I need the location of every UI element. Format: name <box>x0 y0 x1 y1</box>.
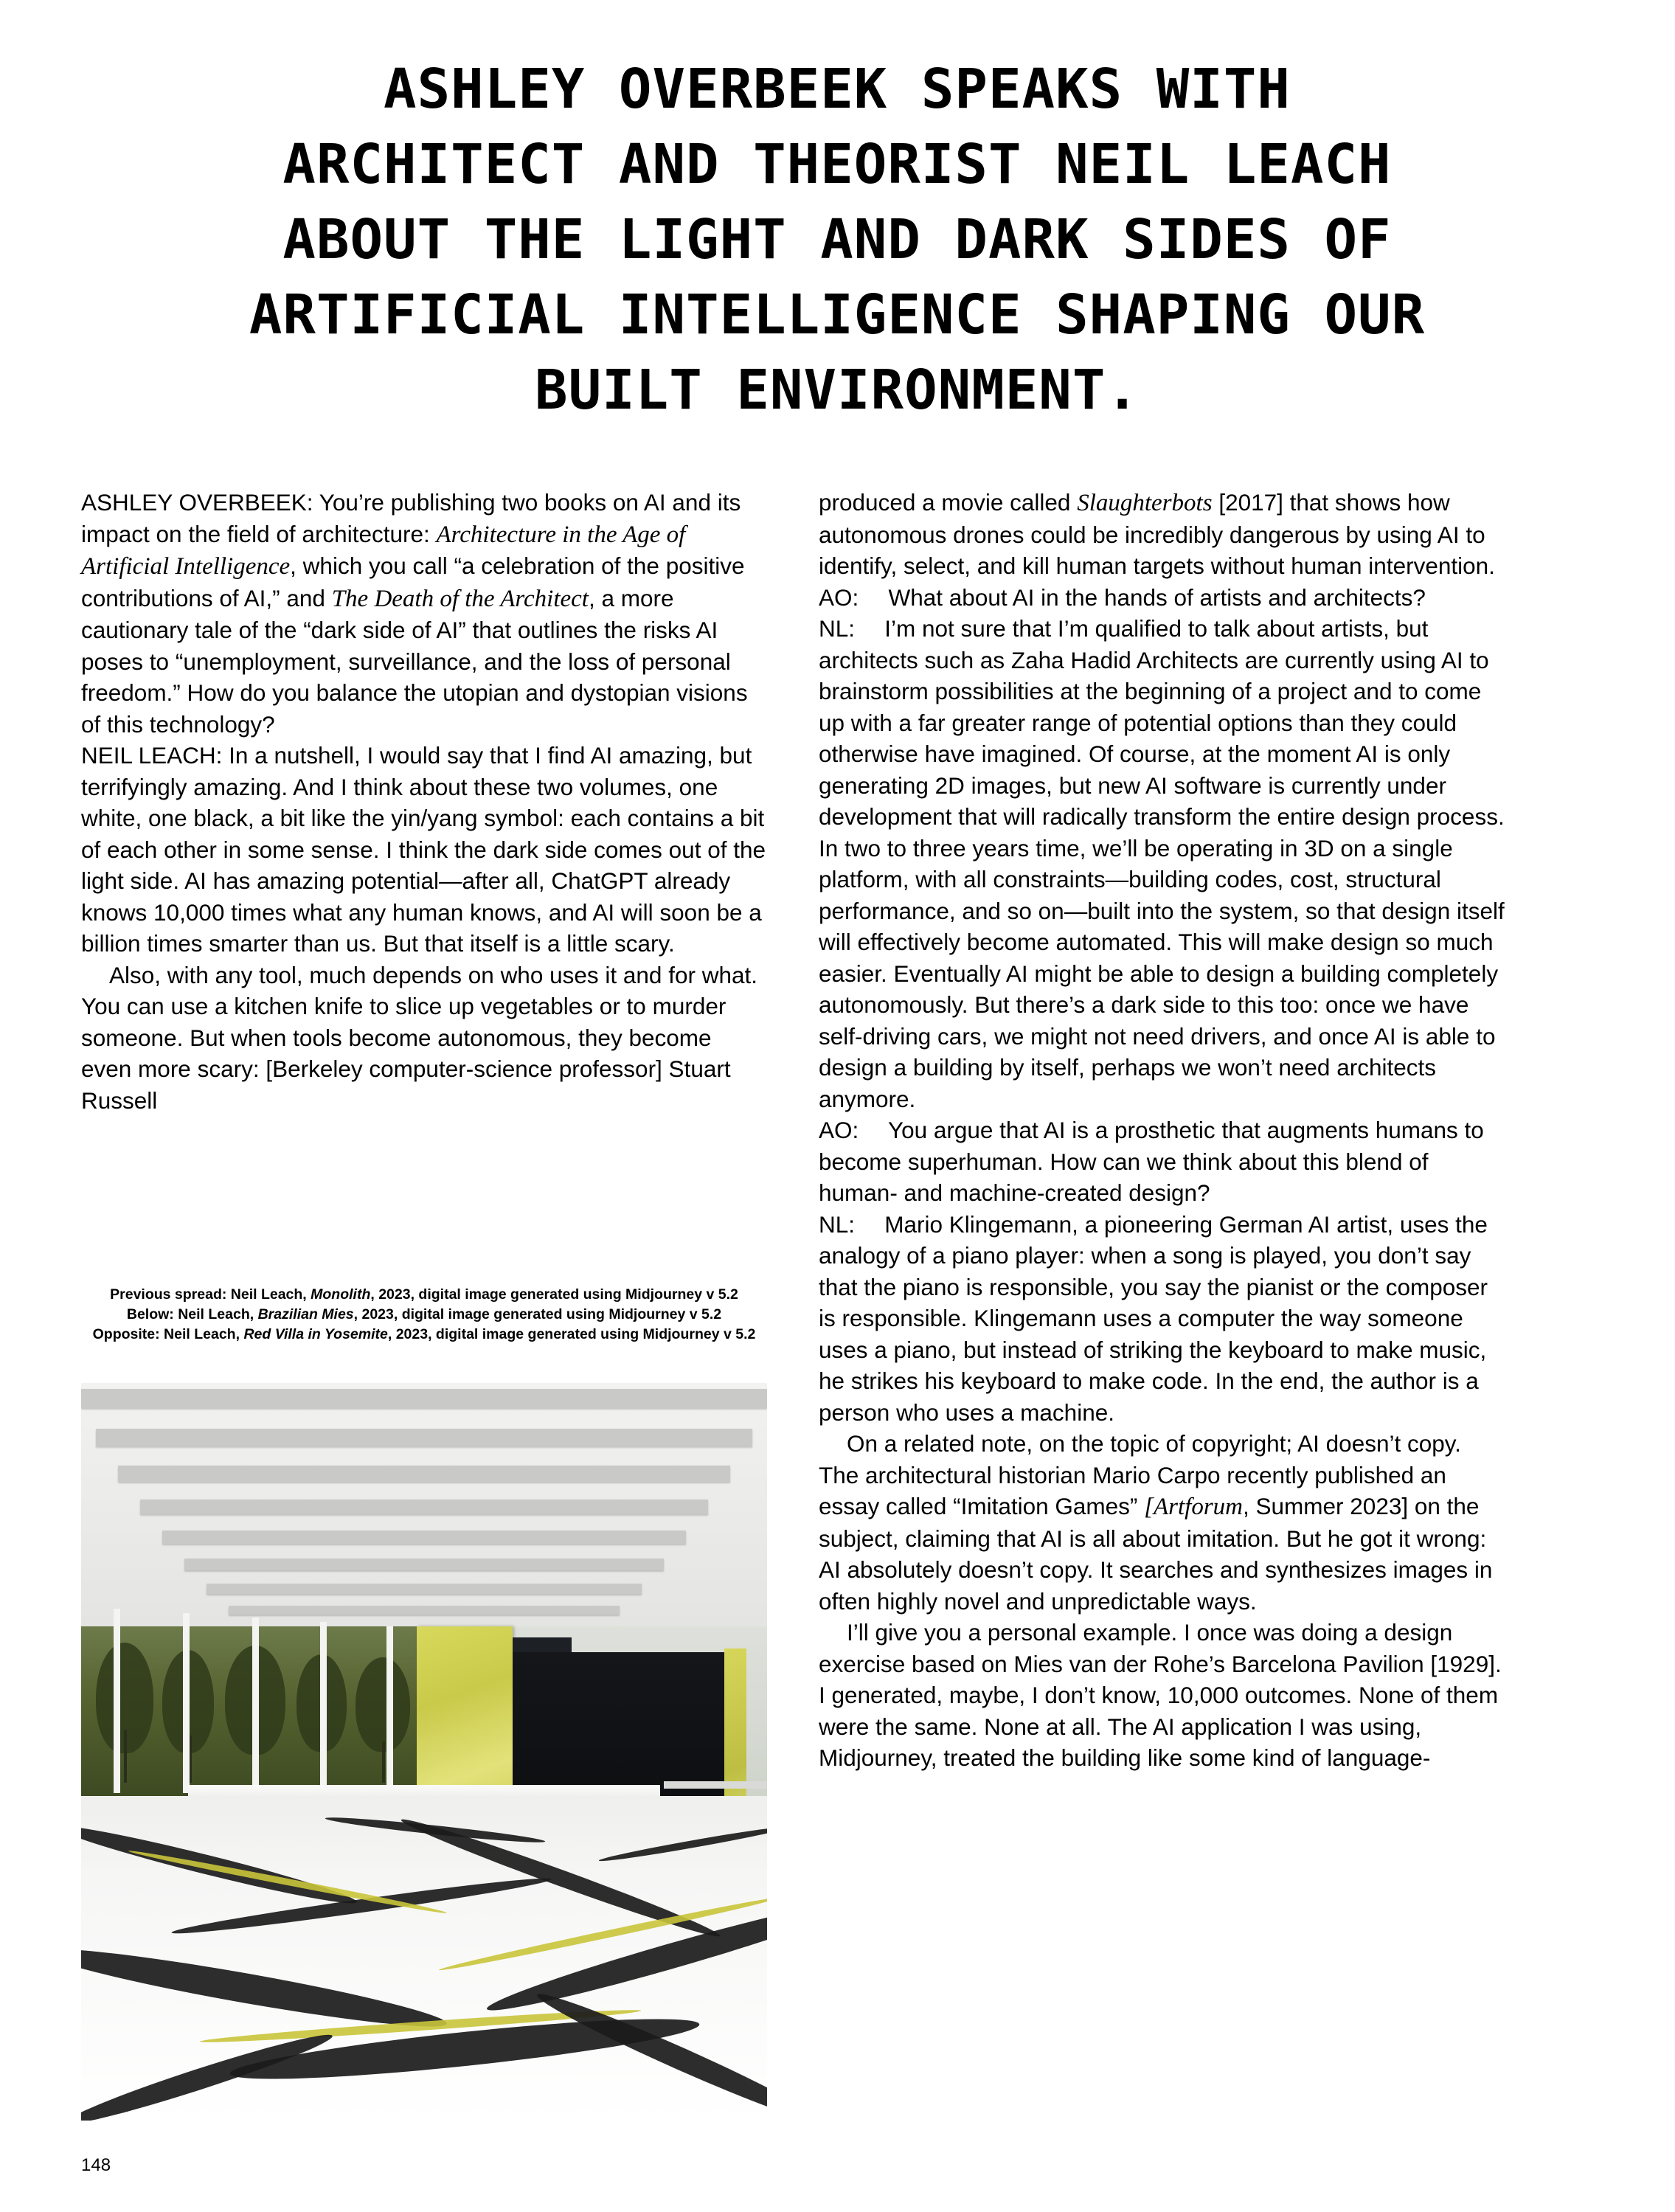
text-run: Opposite: Neil Leach, <box>92 1326 244 1342</box>
text-run: , a more cautionary tale of the “dark side of AI” that outlines the risks AI poses to “unemployment, surveillance, and the loss of personal freedom.” How do you balance the utopian and dystopian visions of this technology? <box>81 584 748 738</box>
figure-brazilian-mies <box>81 1383 767 2121</box>
tree-trunk <box>124 1730 127 1783</box>
window-mullion <box>114 1609 120 1793</box>
headline-line-2: ARCHITECT AND THEORIST NEIL LEACH <box>282 133 1392 196</box>
text-run: produced a movie called <box>819 489 1078 516</box>
headline-line-1: ASHLEY OVERBEEK SPEAKS WITH <box>384 58 1291 121</box>
artwork-title-brazilian-mies: Brazilian Mies <box>257 1306 354 1322</box>
text-run: , 2023, digital image generated using Midjourney v 5.2 <box>353 1306 722 1322</box>
ceiling-beam <box>140 1499 708 1514</box>
text-run: , which you call “a celebration of the positive contributions of AI,” and <box>81 552 745 611</box>
caption-line-below <box>81 1305 767 1325</box>
artwork-title-monolith: Monolith <box>311 1286 371 1303</box>
caption-line-opposite <box>81 1325 767 1345</box>
ceiling-beam <box>184 1559 664 1570</box>
text-run: , 2023, digital image generated using Midjourney v 5.2 <box>387 1326 756 1342</box>
body-column-right <box>819 487 1505 1774</box>
artwork-title-red-villa-yosemite: Red Villa in Yosemite <box>243 1326 388 1342</box>
text-run: Below: Neil Leach, <box>126 1306 258 1322</box>
headline-line-3: ABOUT THE LIGHT AND DARK SIDES OF <box>282 208 1392 271</box>
headline-line-5: BUILT ENVIRONMENT. <box>535 358 1140 422</box>
tree <box>356 1657 410 1752</box>
rendering-illustration <box>81 1383 767 2121</box>
text-run: , 2023, digital image generated using Midjourney v 5.2 <box>370 1286 738 1303</box>
ceiling-beam <box>118 1466 730 1482</box>
ceiling-beam <box>207 1584 642 1594</box>
ceiling-beam <box>96 1429 752 1446</box>
text-run: ASHLEY OVERBEEK: You’re publishing two books on AI and its impact on the field of architecture: <box>81 489 741 547</box>
window-mullion <box>320 1622 327 1793</box>
paragraph-question-2: AO: What about AI in the hands of artists and architects? <box>819 583 1426 611</box>
paragraph-answer-6: I’ll give you a personal example. I once was doing a design exercise based on Mies van der Rohe’s Barcelona Pavilion [1929]. I generated, maybe, I don’t know, 10,000 outcomes. None of them were the same. None at all. The AI application I was using, Midjourney, treated the building like some kind of language- <box>819 1619 1502 1771</box>
ceiling-beam <box>229 1606 620 1615</box>
text-run: On a related note, on the topic of copyright; AI doesn’t copy. The architectural historian Mario Carpo recently published an essay called “Imitation Games” <box>819 1430 1461 1519</box>
ceiling-beam <box>81 1389 767 1408</box>
paragraph-answer-4: NL: Mario Klingemann, a pioneering German AI artist, uses the analogy of a piano player: when a song is played, you don’t say that the piano is responsible, you say the pianist or the composer is responsible. Klingemann uses a computer the way someone uses a piano, but instead of striking the keyboard to make music, he strikes his keyboard to make code. In the end, the author is a person who uses a machine. <box>819 1210 1488 1426</box>
ceiling-beam <box>162 1530 686 1544</box>
figure-caption <box>81 1285 767 1345</box>
paragraph-question-3: AO: You argue that AI is a prosthetic that augments humans to become superhuman. How can we think about this blend of human- and machine-created design? <box>819 1117 1484 1206</box>
paragraph-answer-3: NL: I’m not sure that I’m qualified to talk about artists, but architects such as Zaha Hadid Architects are currently using AI to brainstorm possibilities at the beginning of a project and to come up with a far greater range of potential options than they could otherwise have imagined. Of course, at the moment AI is only generating 2D images, but new AI software is currently under development that will radically transform the entire design process. In two to three years time, we’ll be operating in 3D on a single platform, with all constraints—building codes, cost, structural performance, and so on—built into the system, so that design itself will effectively become automated. This will make design so much easier. Eventually AI might be able to design a building completely autonomously. But there’s a dark side to this too: once we have self-driving cars, we might not need drivers, and once AI is able to design a building by itself, perhaps we won’t need architects anymore. <box>819 615 1505 1112</box>
page-number: 148 <box>81 2155 111 2175</box>
paragraph-answer-2: Also, with any tool, much depends on who uses it and for what. You can use a kitchen knife to slice up vegetables or to murder someone. But when tools become autonomous, they become even more scary: [Berkeley computer-science professor] Stuart Russell <box>81 961 758 1114</box>
window-mullion <box>183 1613 190 1793</box>
tree-trunk <box>382 1741 385 1783</box>
paragraph-answer-5 <box>819 1428 1505 1617</box>
paragraph-question-1 <box>81 487 767 740</box>
floor-rail <box>664 1781 767 1789</box>
paragraph-answer-1: NEIL LEACH: In a nutshell, I would say that I find AI amazing, but terrifyingly amazing. And I think about these two volumes, one white, one black, a bit like the yin/yang symbol: each contains a bit of each other in some sense. I think the dark side comes out of the light side. AI has amazing potential—after all, ChatGPT already knows 10,000 times what any human knows, and AI will soon be a billion times smarter than us. But that itself is a little scary. <box>81 742 766 957</box>
film-title-slaughterbots: Slaughterbots <box>1077 490 1213 516</box>
caption-line-previous-spread <box>81 1285 767 1305</box>
book-title-death-of-architect: The Death of the Architect <box>331 585 589 612</box>
paragraph-continued <box>819 487 1505 582</box>
text-run: [2017] that shows how autonomous drones could be incredibly dangerous by using AI to identify, select, and kill human targets without human intervention. <box>819 489 1495 579</box>
page-title <box>111 52 1564 428</box>
window-mullion <box>386 1626 393 1793</box>
publication-artforum: [Artforum <box>1144 1494 1244 1520</box>
window-mullion <box>252 1618 259 1793</box>
text-run: Previous spread: Neil Leach, <box>110 1286 311 1303</box>
text-run: , Summer 2023] on the subject, claiming that AI is all about imitation. But he got it wrong: AI absolutely doesn’t copy. It searches and synthesizes images in often highly novel and unpredictable ways. <box>819 1493 1493 1615</box>
book-title-architecture-age-ai: Architecture in the Age of Artificial Intelligence <box>81 521 686 580</box>
body-column-left <box>81 487 767 1116</box>
headline-line-4: ARTIFICIAL INTELLIGENCE SHAPING OUR <box>249 283 1426 347</box>
